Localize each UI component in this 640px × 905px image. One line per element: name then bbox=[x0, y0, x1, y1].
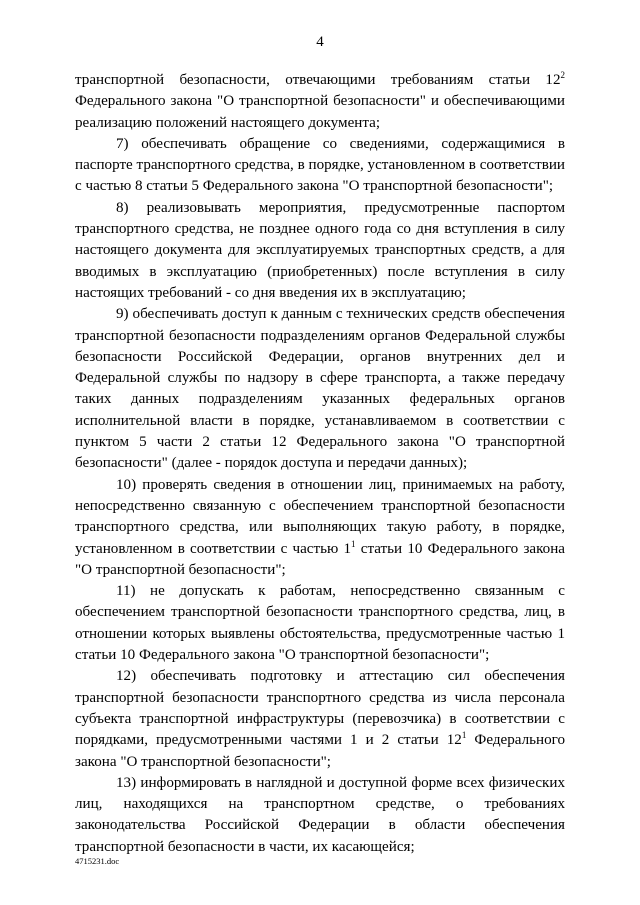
paragraph-item-8: 8) реализовывать мероприятия, предусмотренные паспортом транспортного средства, не позднее одного года со дня вступления в силу настоящего документа для эксплуатируемых транспортных средств, а для вводимых в эксплуатацию (приобретенных) после вступления в силу настоящих требований - со дня введения их в эксплуатацию; bbox=[75, 199, 565, 301]
paragraph-item-10 bbox=[75, 475, 565, 581]
document-footer-filename: 4715231.doc bbox=[75, 856, 120, 866]
paragraph-item-12 bbox=[75, 666, 565, 772]
paragraph-item-13: 13) информировать в наглядной и доступной форме всех физических лиц, находящихся на транспортном средстве, о требованиях законодательства Российской Федерации в области обеспечения транспортной безопасности в части, их касающейся; bbox=[75, 774, 565, 855]
page-number: 4 bbox=[316, 34, 324, 50]
paragraph-text: 10) проверять сведения в отношении лиц, принимаемых на работу, непосредственно связанную с обеспечением транспортной безопасности транспортного средства, или выполняющих такую работу, в порядке, установленном в соответствии с частью 1 bbox=[75, 476, 565, 557]
paragraph-continuation bbox=[75, 70, 565, 134]
paragraph-text-tail: статьи 10 Федерального закона "О транспортной безопасности"; bbox=[75, 540, 565, 578]
paragraph-item-11: 11) не допускать к работам, непосредственно связанным с обеспечением транспортной безопасности транспортного средства, лиц, в отношении которых выявлены обстоятельства, предусмотренные частью 1 статьи 10 Федерального закона "О транспортной безопасности"; bbox=[75, 583, 565, 664]
paragraph-text-tail: Федерального закона "О транспортной безопасности" и обеспечивающими реализацию положений настоящего документа; bbox=[75, 93, 565, 131]
paragraph-text: транспортной безопасности, отвечающими требованиям статьи 12 bbox=[75, 72, 561, 88]
document-body bbox=[75, 70, 565, 858]
superscript: 1 bbox=[351, 538, 356, 549]
superscript: 1 bbox=[461, 730, 467, 741]
paragraph-item-7: 7) обеспечивать обращение со сведениями, содержащимися в паспорте транспортного средства, в порядке, установленном в соответствии с частью 8 статьи 5 Федерального закона "О транспортной безопасности"; bbox=[75, 135, 565, 195]
paragraph-text: 12) обеспечивать подготовку и аттестацию сил обеспечения транспортной безопасности транспортного средства из числа персонала субъекта транспортной инфраструктуры (перевозчика) в соответствии с порядками, предусмотренными частями 1 и 2 статьи 12 bbox=[75, 668, 565, 749]
paragraph-item-9: 9) обеспечивать доступ к данным с технических средств обеспечения транспортной безопасности подразделениям органов Федеральной службы безопасности Российской Федерации, органов внутренних дел и Федеральной службы по надзору в сфере транспорта, а также передачу таких данных подразделениям указанных федеральных органов исполнительной власти в порядке, устанавливаемом в соответствии с пунктом 5 части 2 статьи 12 Федерального закона "О транспортной безопасности" (далее - порядок доступа и передачи данных); bbox=[75, 306, 565, 472]
paragraph-text-tail: Федерального закона "О транспортной безопасности"; bbox=[75, 732, 565, 770]
superscript: 2 bbox=[560, 70, 565, 80]
